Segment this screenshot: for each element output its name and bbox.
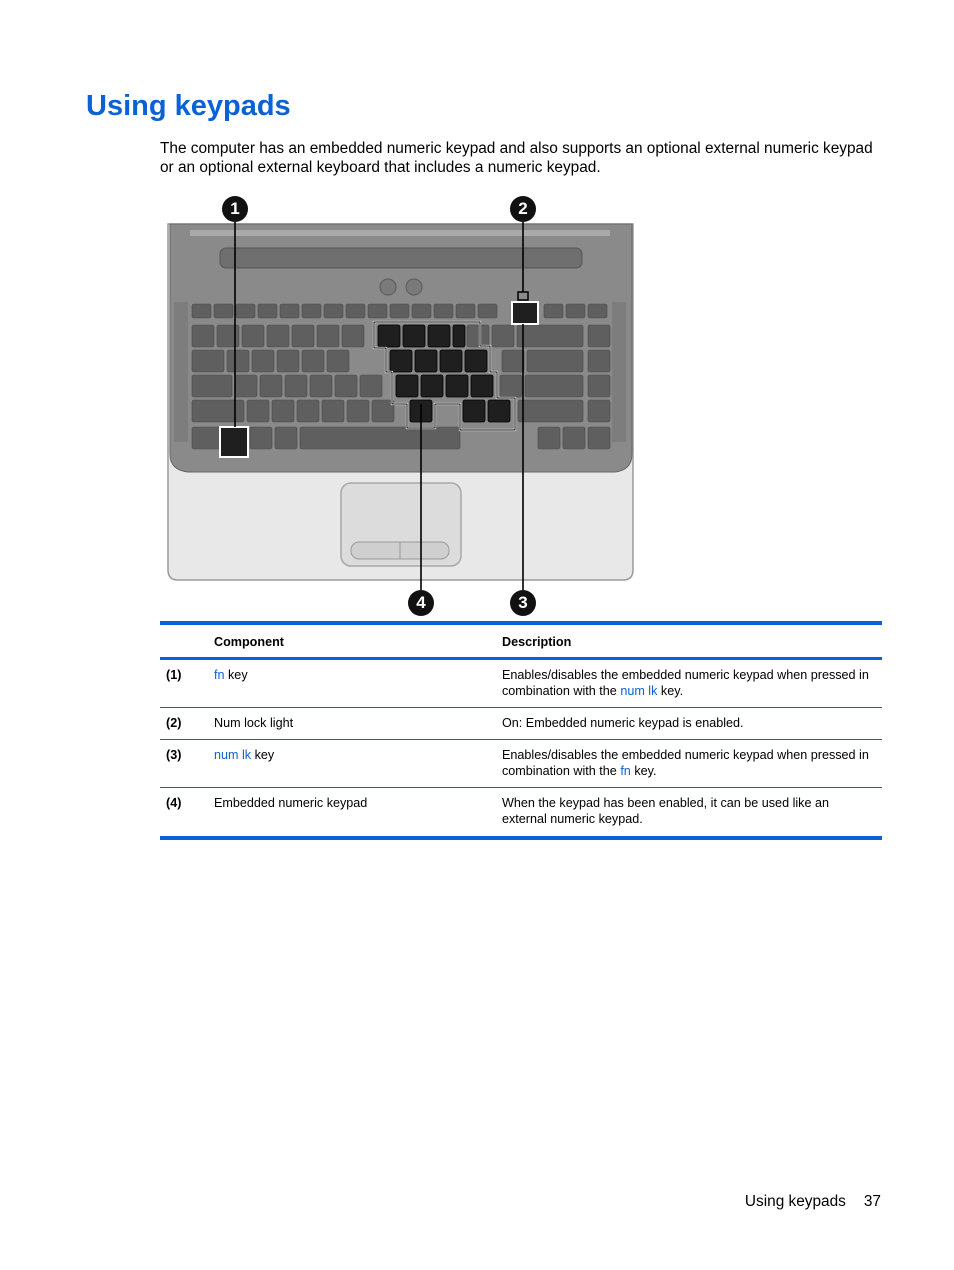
row-number: (1)	[160, 659, 208, 708]
intro-paragraph: The computer has an embedded numeric keypad and also supports an optional external numeric keypad or an optional external keyboard that includes a numeric keypad.	[160, 140, 873, 176]
table-row	[160, 659, 882, 708]
component-text: key	[224, 668, 248, 682]
fn-link[interactable]: fn	[620, 764, 631, 778]
laptop-keyboard-figure	[160, 192, 640, 617]
table-row	[160, 708, 882, 740]
callout-1: 1	[222, 196, 248, 222]
table-header-row	[160, 623, 882, 659]
description-text-end: key.	[657, 684, 684, 698]
row-number: (3)	[160, 740, 208, 788]
component-cell: Num lock light	[208, 708, 496, 740]
component-cell: Embedded numeric keypad	[208, 788, 496, 839]
description-cell: When the keypad has been enabled, it can be used like an external numeric keypad.	[496, 788, 882, 839]
num-lk-link[interactable]: num lk	[620, 684, 658, 698]
component-cell	[208, 740, 496, 788]
component-cell	[208, 659, 496, 708]
callout-2: 2	[510, 196, 536, 222]
component-table	[160, 621, 882, 840]
callout-4: 4	[408, 590, 434, 616]
keyboard-illustration	[160, 192, 640, 617]
footer-section-title: Using keypads	[744, 1193, 846, 1210]
fn-key-link[interactable]: fn	[214, 668, 225, 682]
description-cell	[496, 740, 882, 788]
row-number: (2)	[160, 708, 208, 740]
header-component: Component	[208, 623, 496, 659]
header-number	[160, 623, 208, 659]
description-text: Enables/disables the embedded numeric keypad when pressed in combination with the	[502, 748, 869, 778]
row-number: (4)	[160, 788, 208, 839]
page-number: 37	[863, 1193, 881, 1210]
header-description: Description	[496, 623, 882, 659]
page-footer	[745, 1193, 881, 1211]
component-text: key	[251, 748, 275, 762]
description-text: Enables/disables the embedded numeric keypad when pressed in combination with the	[502, 668, 869, 698]
table-row	[160, 788, 882, 839]
description-cell	[496, 659, 882, 708]
page-title: Using keypads	[86, 90, 291, 122]
num-lk-key-link[interactable]: num lk	[214, 748, 252, 762]
description-text-end: key.	[630, 764, 657, 778]
description-cell: On: Embedded numeric keypad is enabled.	[496, 708, 882, 740]
table-row	[160, 740, 882, 788]
callout-3: 3	[510, 590, 536, 616]
